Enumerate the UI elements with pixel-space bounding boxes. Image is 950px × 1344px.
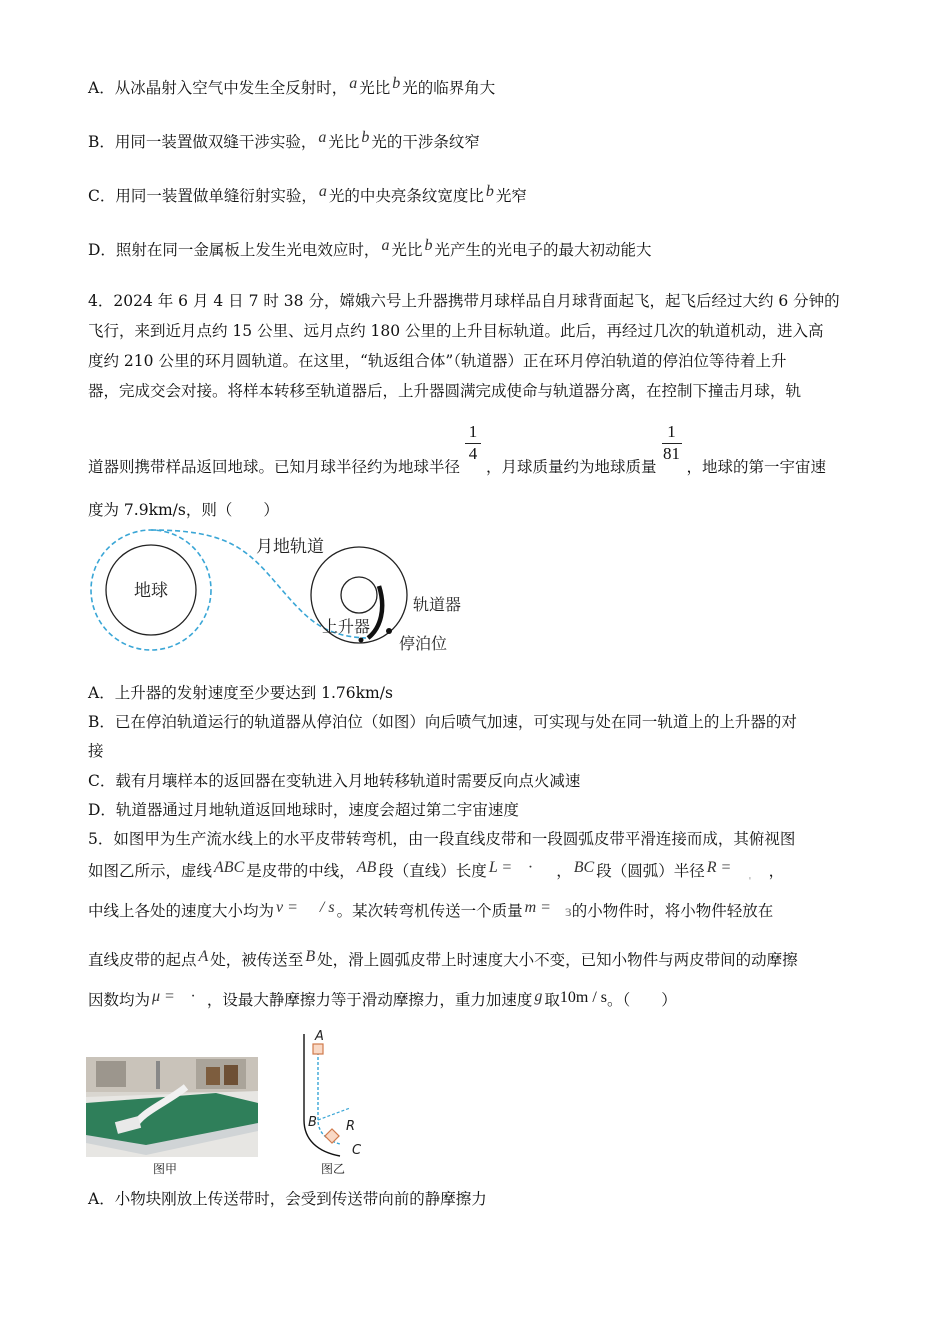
ascender-point [359,638,364,643]
q5-text: 如图乙所示，虚线 [88,862,213,880]
q4-option-b-line2: 接 [88,742,104,760]
q5-text: ，设最大静摩擦力等于滑动摩擦力，重力加速度 [206,991,533,1009]
option-text: 光产生的光电子的最大初动能大 [434,241,652,259]
radius-r-label: R [346,1119,356,1134]
math-expr: μ = · [152,988,195,1005]
math-var: b [361,129,370,146]
point-a-label: A [315,1029,324,1044]
fraction-one-quarter [463,422,483,472]
math-expr: ˌ [747,863,753,880]
q5-text: ， [768,862,785,880]
q5-option-a: A．小物块刚放上传送带时，会受到传送带向前的静摩擦力 [88,1190,487,1208]
moon-circle [341,577,377,613]
q4-line3: 度约 210 公里的环月圆轨道。在这里，“轨返组合体”（轨道器）正在环月停泊轨道的停泊位等待着上升 [88,352,787,370]
math-var: a [349,75,358,92]
math-expr: L = · [488,859,533,876]
q4-line2: 飞行，来到近月点约 15 公里、远月点约 180 公里的上升目标轨道。此后，再经过几次的轨道机动，进入高 [88,322,824,340]
math-var: ABC [214,859,245,876]
option-text: B．用同一装置做双缝干涉实验， [88,133,317,151]
q5-text: ， [556,862,572,880]
q4-text: ，月球质量约为地球质量 [486,458,657,476]
option-text: 光窄 [495,187,527,205]
belt-schematic [296,1028,376,1160]
math-var: g [534,988,543,1005]
option-text: A．从冰晶射入空气中发生全反射时， [88,79,348,97]
math-expr: R = [706,859,732,876]
q5-line4 [88,950,798,971]
q4-option-a: A．上升器的发射速度至少要达到 1.76km/s [88,684,393,702]
math-expr: v = [276,899,298,916]
parking-point [386,628,392,634]
option-text: 光的临界角大 [402,79,496,97]
q4-text: 道器则携带样品返回地球。已知月球半径约为地球半径 [88,458,461,476]
option-text: D．照射在同一金属板上发生光电效应时， [88,241,380,259]
figure-yi-caption: 图乙 [321,1162,346,1176]
math-expr: m = [524,899,551,916]
math-var: b [424,237,433,254]
math-var: b [392,75,401,92]
option-text: 光比 [359,79,391,97]
q4-option-d: D．轨道器通过月地轨道返回地球时，速度会超过第二宇宙速度 [88,801,519,819]
orbiter-arc [368,586,382,638]
q5-text: 直线皮带的起点 [88,951,197,969]
option-text: 光的中央亮条纹宽度比 [328,187,484,205]
point-b-label: B [308,1115,317,1130]
math-var: b [485,183,494,200]
option-text: C．用同一装置做单缝衍射实验， [88,187,317,205]
math-var: a [318,183,327,200]
q4-line5 [88,422,827,477]
q5-text: 段（直线）长度 [378,862,487,880]
option-text: 光的干涉条纹窄 [371,133,480,151]
q4-option-b-line1: B．已在停泊轨道运行的轨道器从停泊位（如图）向后喷气加速，可实现与处在同一轨道上的上升器的对 [88,713,797,731]
option-text: 光比 [328,133,360,151]
q4-text: ，地球的第一宇宙速 [686,458,827,476]
ascender-label: 上升器 [322,617,371,636]
option-3d [88,237,652,261]
fraction-numerator: 1 [667,422,676,441]
point-c-label: C [352,1143,362,1158]
math-expr: / s [319,899,335,916]
q4-line1: 4．2024 年 6 月 4 日 7 时 38 分，嫦娥六号上升器携带月球样品自月球背面起飞，起飞后经过大约 6 分钟的 [88,292,840,310]
math-var: AB [356,859,377,876]
q4-option-c: C．载有月壤样本的返回器在变轨进入月地转移轨道时需要反向点火减速 [88,772,581,790]
math-expr: ɜ [564,903,572,920]
q5-text: 因数均为 [88,991,151,1009]
q5-line2 [88,861,784,882]
figure-jia-caption: 图甲 [153,1162,178,1176]
conveyor-photo [86,1057,258,1157]
q5-text: 处，被传送至 [210,951,304,969]
math-var: B [305,948,316,965]
q5-text: 。（ ） [607,991,677,1009]
q5-text: 段（圆弧）半径 [596,862,705,880]
orbit-diagram [86,528,486,668]
q5-text: 处，滑上圆弧皮带上时速度大小不变，已知小物件与两皮带间的动摩擦 [317,951,798,969]
q5-text: 中线上各处的速度大小均为 [88,902,275,920]
q4-line4: 器，完成交会对接。将样本转移至轨道器后，上升器圆满完成使命与轨道器分离，在控制下撞击月球，轨 [88,382,802,400]
fraction-one-eighty-first [660,422,684,472]
fraction-numerator: 1 [468,422,478,441]
parking-label: 停泊位 [399,634,448,653]
math-var: BC [573,859,595,876]
earth-label: 地球 [134,581,168,601]
option-text: 光比 [391,241,423,259]
fraction-denominator: 81 [663,444,681,463]
q5-text: 。某次转弯机传送一个质量 [336,902,523,920]
q5-text: 的小物件时，将小物件轻放在 [571,902,774,920]
fraction-denominator: 4 [468,444,478,463]
q5-text: 取 [544,991,560,1009]
math-expr: 10m / s [559,989,608,1006]
q5-line5 [88,990,677,1011]
math-var: A [198,948,209,965]
transfer-orbit-label: 月地轨道 [256,537,324,557]
option-3a [88,75,496,99]
q4-line6: 度为 7.9km/s，则（ ） [88,501,279,519]
q5-line1: 5．如图甲为生产流水线上的水平皮带转弯机，由一段直线皮带和一段圆弧皮带平滑连接而成，其俯视图 [88,830,796,848]
option-3b [88,129,480,153]
q5-line3 [88,901,773,922]
math-var: a [318,129,327,146]
math-var: a [381,237,390,254]
q5-text: 是皮带的中线， [246,862,355,880]
conveyor-photo-drawing [86,1057,258,1157]
option-3c [88,183,527,207]
orbiter-label: 轨道器 [413,595,462,614]
